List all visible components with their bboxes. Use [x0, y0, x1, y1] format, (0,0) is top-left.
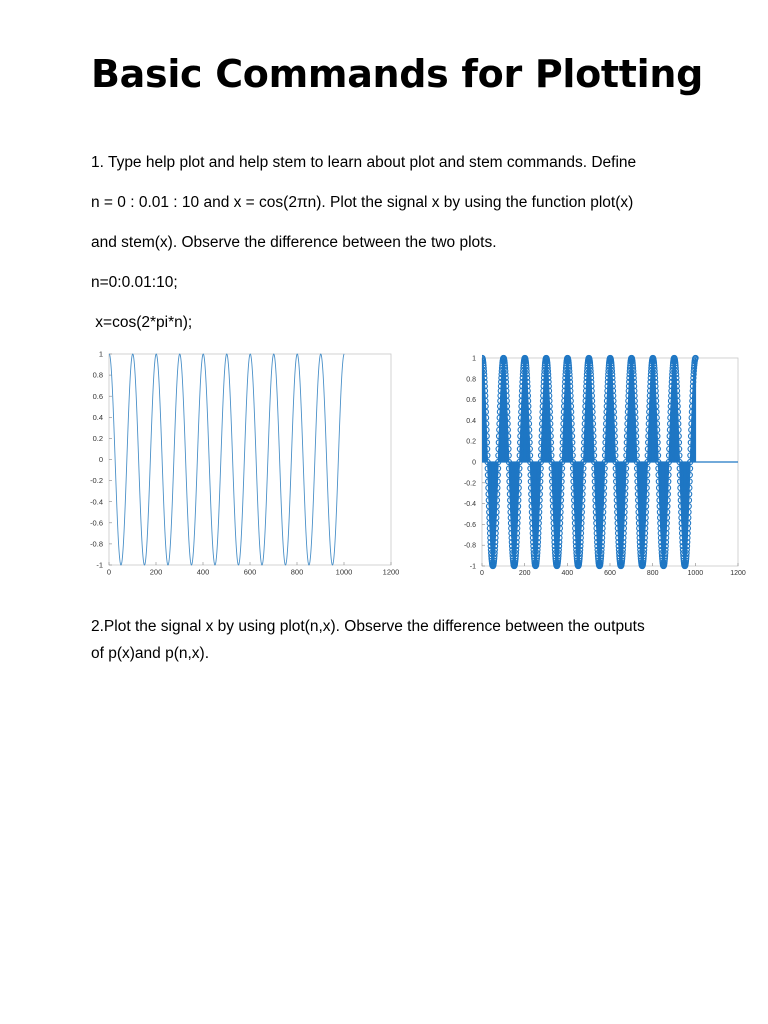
y-tick-label: 0.6 [92, 391, 103, 401]
y-tick-label: -1 [469, 563, 476, 571]
x-tick-label: 400 [196, 567, 210, 577]
y-tick-label: 0.2 [92, 434, 103, 444]
y-tick-label: 0.2 [466, 438, 476, 446]
x-tick-label: 1000 [335, 567, 353, 577]
y-tick-label: -0.6 [90, 518, 103, 528]
y-tick-label: -0.8 [463, 542, 476, 550]
y-tick-label: -0.6 [463, 521, 476, 529]
code-line-n: n=0:0.01:10; [91, 274, 178, 291]
stem-plot-chart [454, 350, 750, 582]
x-tick-label: 200 [518, 570, 531, 577]
y-tick-label: -0.2 [463, 480, 476, 488]
question-2-line-2: of p(x)and p(n,x). [91, 645, 210, 662]
y-tick-label: 0.4 [92, 412, 103, 422]
x-tick-label: 200 [149, 567, 163, 577]
plot-area [109, 354, 391, 565]
x-tick-label: 1200 [382, 567, 400, 577]
stem-plot-figure [454, 350, 750, 582]
page-title: Basic Commands for Plotting [91, 52, 704, 96]
y-tick-label: 0 [98, 455, 103, 465]
y-tick-label: 0.8 [466, 376, 476, 384]
y-tick-label: 0.6 [466, 397, 476, 405]
paragraph-1-line-1: 1. Type help plot and help stem to learn about plot and stem commands. Define [91, 154, 637, 171]
y-tick-label: 0 [472, 459, 476, 467]
y-tick-label: 1 [472, 355, 476, 363]
paragraph-1-line-2: n = 0 : 0.01 : 10 and x = cos(2πn). Plot the signal x by using the function plot(x) [91, 194, 634, 211]
x-tick-label: 400 [561, 570, 574, 577]
x-tick-label: 1200 [730, 570, 746, 577]
question-2-line-1: 2.Plot the signal x by using plot(n,x). Observe the difference between the outputs [91, 618, 645, 635]
x-tick-label: 800 [646, 570, 659, 577]
line-plot-chart [86, 346, 402, 582]
y-tick-label: -0.2 [90, 476, 103, 486]
y-tick-label: 1 [98, 349, 103, 359]
line-plot-figure [86, 346, 402, 582]
x-tick-label: 0 [480, 570, 484, 577]
y-tick-label: -0.8 [90, 539, 103, 549]
y-tick-label: -1 [96, 560, 103, 570]
paragraph-1-line-3: and stem(x). Observe the difference between the two plots. [91, 234, 497, 251]
y-tick-label: 0.4 [466, 417, 476, 425]
code-line-x: x=cos(2*pi*n); [91, 314, 193, 331]
y-tick-label: -0.4 [90, 497, 103, 507]
y-tick-label: 0.8 [92, 370, 103, 380]
x-tick-label: 600 [604, 570, 616, 577]
x-tick-label: 600 [243, 567, 257, 577]
x-tick-label: 800 [290, 567, 304, 577]
x-tick-label: 1000 [687, 570, 704, 577]
y-tick-label: -0.4 [463, 501, 476, 509]
x-tick-label: 0 [106, 567, 112, 577]
